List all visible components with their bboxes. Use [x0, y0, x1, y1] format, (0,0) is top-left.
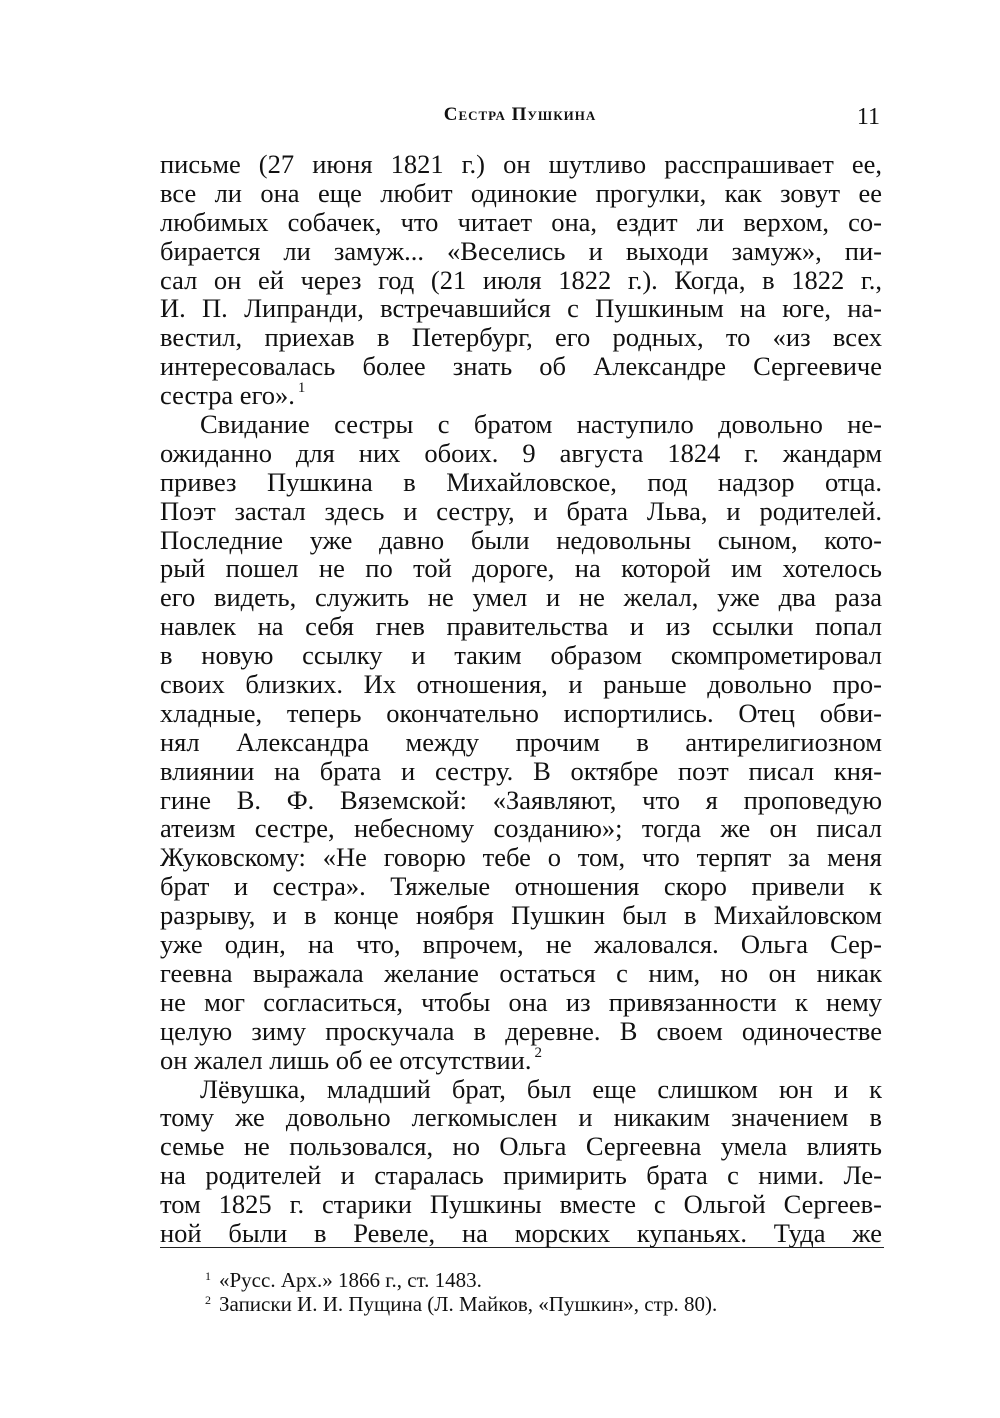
text-line: уже один, на что, впрочем, не жаловался. Ольга Сер-: [160, 929, 882, 960]
text-line-content: он жалел лишь об ее отсутствии.: [160, 1044, 532, 1075]
text-line: своих близких. Их отношения, и раньше довольно про-: [160, 669, 882, 700]
text-line: целую зиму проскучала в деревне. В своем одиночестве: [160, 1015, 882, 1046]
footnote-divider: [160, 1247, 884, 1248]
footnote: [205, 1292, 885, 1316]
text-line: на родителей и старалась примирить брата с ними. Ле-: [160, 1160, 882, 1191]
footnote: [205, 1268, 885, 1292]
text-line: [160, 1046, 882, 1075]
text-line: том 1825 г. старики Пушкины вместе с Ольгой Сергеев-: [160, 1189, 882, 1220]
footnote-reference: 1: [297, 380, 306, 397]
footnotes: [205, 1268, 885, 1316]
text-line: гине В. Ф. Вяземской: «Заявляют, что я проповедую: [160, 784, 882, 815]
text-line: влиянии на брата и сестру. В октябре поэт писал кня-: [160, 755, 882, 786]
footnote-mark: 2: [205, 1293, 211, 1307]
text-line: его видеть, служить не умел и не желал, уже два раза: [160, 582, 882, 613]
text-line: интересовалась более знать об Александре Сергеевиче: [160, 351, 882, 382]
text-line: нял Александра между прочим в антирелигиозном: [160, 726, 882, 757]
paragraph: [160, 1075, 882, 1248]
text-line: [160, 381, 882, 410]
paragraph: [160, 410, 882, 1074]
text-line: не мог согласиться, чтобы она из привязанности к нему: [160, 986, 882, 1017]
text-line: письме (27 июня 1821 г.) он шутливо расспрашивает ее,: [160, 149, 882, 179]
footnote-text: «Русс. Арх.» 1866 г., ст. 1483.: [219, 1268, 482, 1292]
text-line: рый пошел не по той дороге, на которой им хотелось: [160, 553, 882, 584]
text-line: тому же довольно легкомыслен и никаким значением в: [160, 1102, 882, 1133]
text-line: сал он ей через год (21 июля 1822 г.). Когда, в 1822 г.,: [160, 264, 882, 295]
text-line: хладные, теперь окончательно испортились. Отец обви-: [160, 697, 882, 728]
text-line: ной были в Ревеле, на морских купаньях. Туда же: [160, 1217, 882, 1248]
text-line: атеизм сестре, небесному созданию»; тогда же он писал: [160, 813, 882, 844]
text-line: И. П. Липранди, встречавшийся с Пушкиным на юге, на-: [160, 293, 882, 324]
body-text: [160, 150, 882, 1248]
text-line-content: сестра его».: [160, 380, 295, 411]
text-line: любимых собачек, что читает она, ездит ли верхом, со-: [160, 206, 882, 237]
text-line: бирается ли замуж... «Веселись и выходи замуж», пи-: [160, 235, 882, 266]
text-line: геевна выражала желание остаться с ним, но он никак: [160, 957, 882, 988]
text-line: разрыву, и в конце ноября Пушкин был в Михайловском: [160, 900, 882, 931]
running-title: Сестра Пушкина: [443, 104, 597, 125]
text-line: семье не пользовался, но Ольга Сергеевна умела влиять: [160, 1131, 882, 1162]
footnote-mark: 1: [205, 1269, 211, 1283]
page-number: 11: [856, 104, 880, 130]
text-line: в новую ссылку и таким образом скомпрометировал: [160, 640, 882, 671]
text-line: Поэт застал здесь и сестру, и брата Льва, и родителей.: [160, 495, 882, 526]
text-line: ожиданно для них обоих. 9 августа 1824 г. жандарм: [160, 437, 882, 468]
text-line: все ли она еще любит одинокие прогулки, как зовут ее: [160, 177, 882, 208]
text-line: Лёвушка, младший брат, был еще слишком юн и к: [200, 1073, 882, 1104]
text-line: Последние уже давно были недовольны сыном, кото-: [160, 524, 882, 555]
text-line: привез Пушкина в Михайловское, под надзор отца.: [160, 466, 882, 497]
footnote-text: Записки И. И. Пущина (Л. Майков, «Пушкин», стр. 80).: [219, 1292, 718, 1316]
paragraph: [160, 150, 882, 410]
text-line: навлек на себя гнев правительства и из ссылки попал: [160, 611, 882, 642]
text-line: вестил, приехав в Петербург, его родных, то «из всех: [160, 322, 882, 353]
running-head: [160, 104, 880, 134]
text-line: Свидание сестры с братом наступило довольно не-: [200, 409, 882, 440]
text-line: Жуковскому: «Не говорю тебе о том, что терпят за меня: [160, 842, 882, 873]
text-line: брат и сестра». Тяжелые отношения скоро привели к: [160, 871, 882, 902]
footnote-reference: 2: [534, 1044, 542, 1061]
